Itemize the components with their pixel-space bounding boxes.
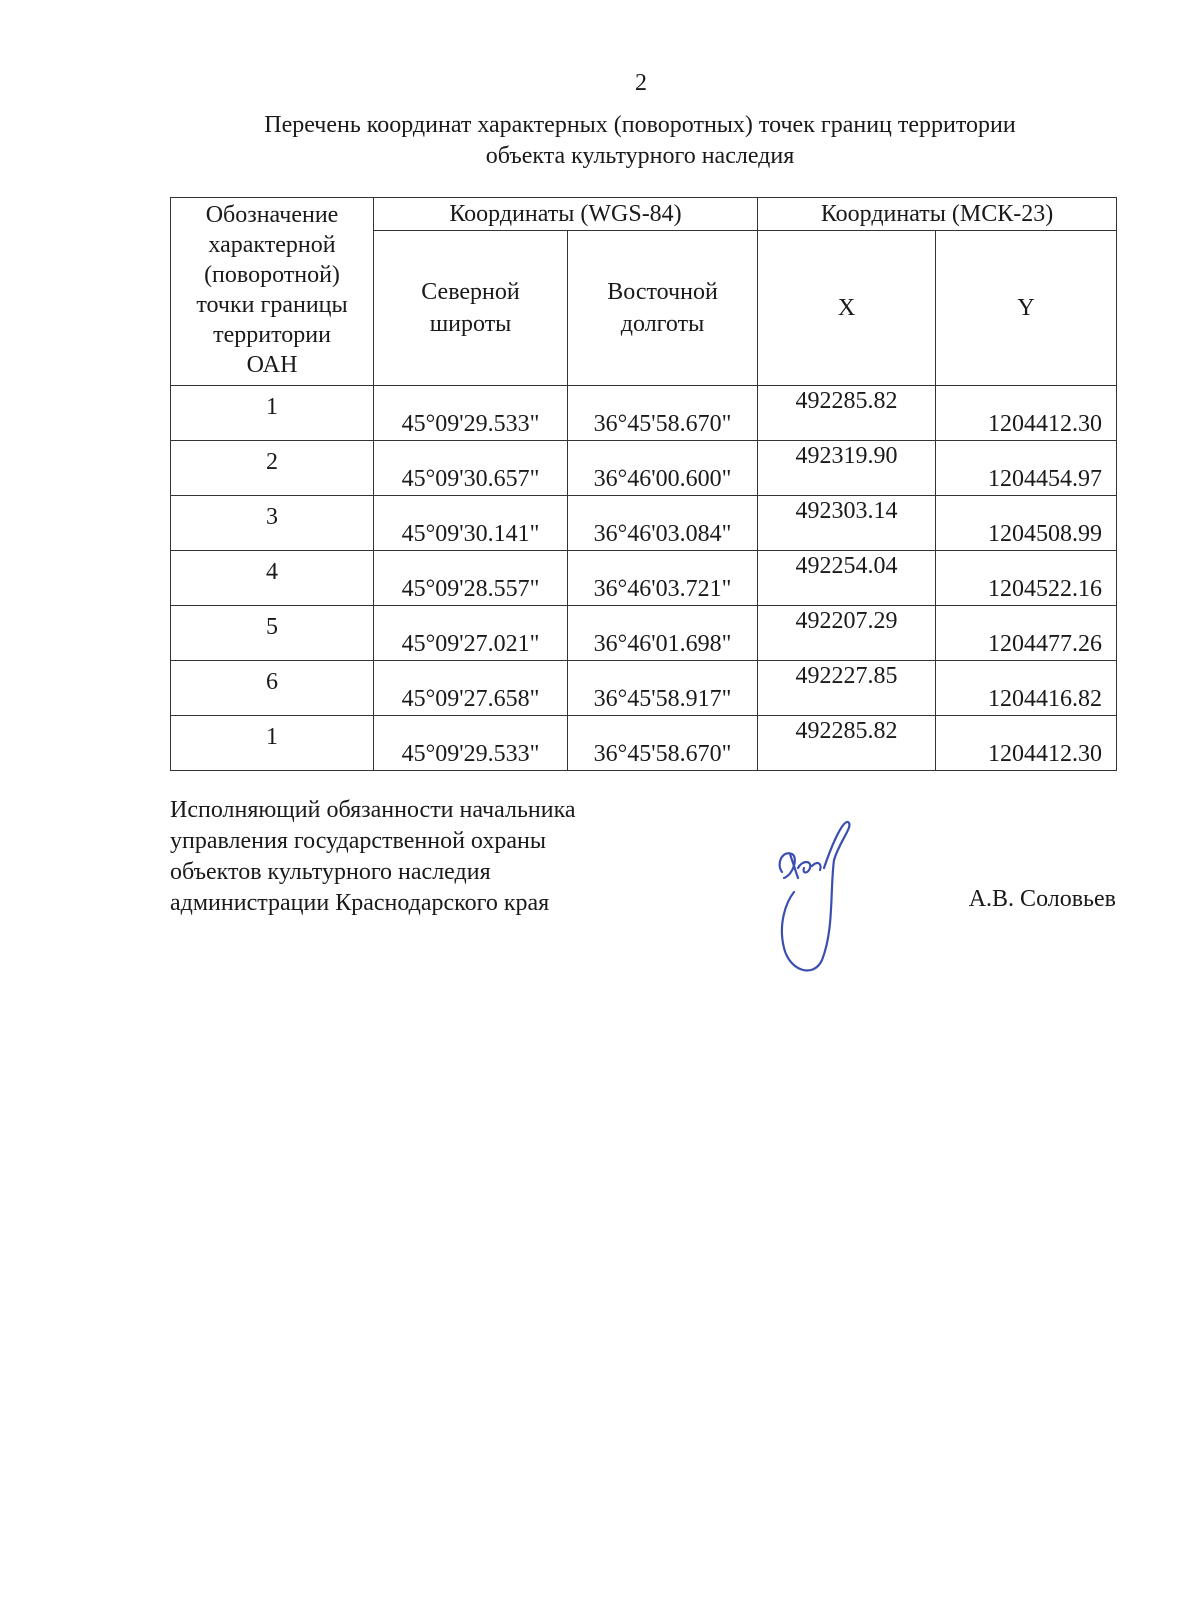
- latitude-cell: 45°09'30.657": [374, 441, 568, 496]
- y-cell: 1204508.99: [936, 496, 1117, 551]
- header-y: Y: [936, 231, 1117, 386]
- longitude-cell: 36°45'58.670": [568, 716, 758, 771]
- latitude-cell: 45°09'27.021": [374, 606, 568, 661]
- point-number: 5: [171, 606, 374, 661]
- coordinates-table: [170, 197, 1117, 771]
- table-row: [171, 496, 1117, 551]
- y-cell: 1204522.16: [936, 551, 1117, 606]
- signer-name: А.В. Соловьев: [968, 886, 1116, 912]
- x-cell: 492303.14: [758, 496, 936, 551]
- table-row: [171, 441, 1117, 496]
- latitude-cell: 45°09'29.533": [374, 716, 568, 771]
- page-number: 2: [635, 70, 647, 96]
- longitude-cell: 36°46'03.084": [568, 496, 758, 551]
- x-cell: 492285.82: [758, 716, 936, 771]
- x-cell: 492227.85: [758, 661, 936, 716]
- table-row: [171, 606, 1117, 661]
- position-line: Исполняющий обязанности начальника: [170, 797, 576, 823]
- y-cell: 1204477.26: [936, 606, 1117, 661]
- longitude-cell: 36°45'58.670": [568, 386, 758, 441]
- x-cell: 492319.90: [758, 441, 936, 496]
- table-row: [171, 716, 1117, 771]
- table-row: [171, 551, 1117, 606]
- point-number: 1: [171, 716, 374, 771]
- longitude-cell: 36°45'58.917": [568, 661, 758, 716]
- latitude-cell: 45°09'29.533": [374, 386, 568, 441]
- header-msk23: Координаты (МСК-23): [758, 198, 1117, 231]
- longitude-cell: 36°46'03.721": [568, 551, 758, 606]
- latitude-cell: 45°09'27.658": [374, 661, 568, 716]
- point-number: 3: [171, 496, 374, 551]
- header-wgs84: Координаты (WGS-84): [374, 198, 758, 231]
- header-x: X: [758, 231, 936, 386]
- header-latitude: Северной широты: [374, 231, 568, 386]
- handwritten-signature: [768, 820, 868, 980]
- signatory-position: [170, 795, 690, 919]
- document-title: [170, 110, 1110, 172]
- x-cell: 492254.04: [758, 551, 936, 606]
- longitude-cell: 36°46'01.698": [568, 606, 758, 661]
- latitude-cell: 45°09'30.141": [374, 496, 568, 551]
- y-cell: 1204416.82: [936, 661, 1117, 716]
- position-line: администрации Краснодарского края: [170, 890, 550, 916]
- title-line-1: Перечень координат характерных (поворотных) точек границ территории: [264, 112, 1016, 138]
- header-designation: Обозначение характерной (поворотной) точки границы территории ОАН: [171, 198, 374, 386]
- y-cell: 1204412.30: [936, 716, 1117, 771]
- point-number: 1: [171, 386, 374, 441]
- y-cell: 1204454.97: [936, 441, 1117, 496]
- point-number: 6: [171, 661, 374, 716]
- x-cell: 492207.29: [758, 606, 936, 661]
- position-line: объектов культурного наследия: [170, 859, 491, 885]
- point-number: 4: [171, 551, 374, 606]
- point-number: 2: [171, 441, 374, 496]
- table-row: [171, 386, 1117, 441]
- header-longitude: Восточной долготы: [568, 231, 758, 386]
- x-cell: 492285.82: [758, 386, 936, 441]
- position-line: управления государственной охраны: [170, 828, 546, 854]
- longitude-cell: 36°46'00.600": [568, 441, 758, 496]
- y-cell: 1204412.30: [936, 386, 1117, 441]
- latitude-cell: 45°09'28.557": [374, 551, 568, 606]
- table-row: [171, 661, 1117, 716]
- title-line-2: объекта культурного наследия: [485, 143, 795, 169]
